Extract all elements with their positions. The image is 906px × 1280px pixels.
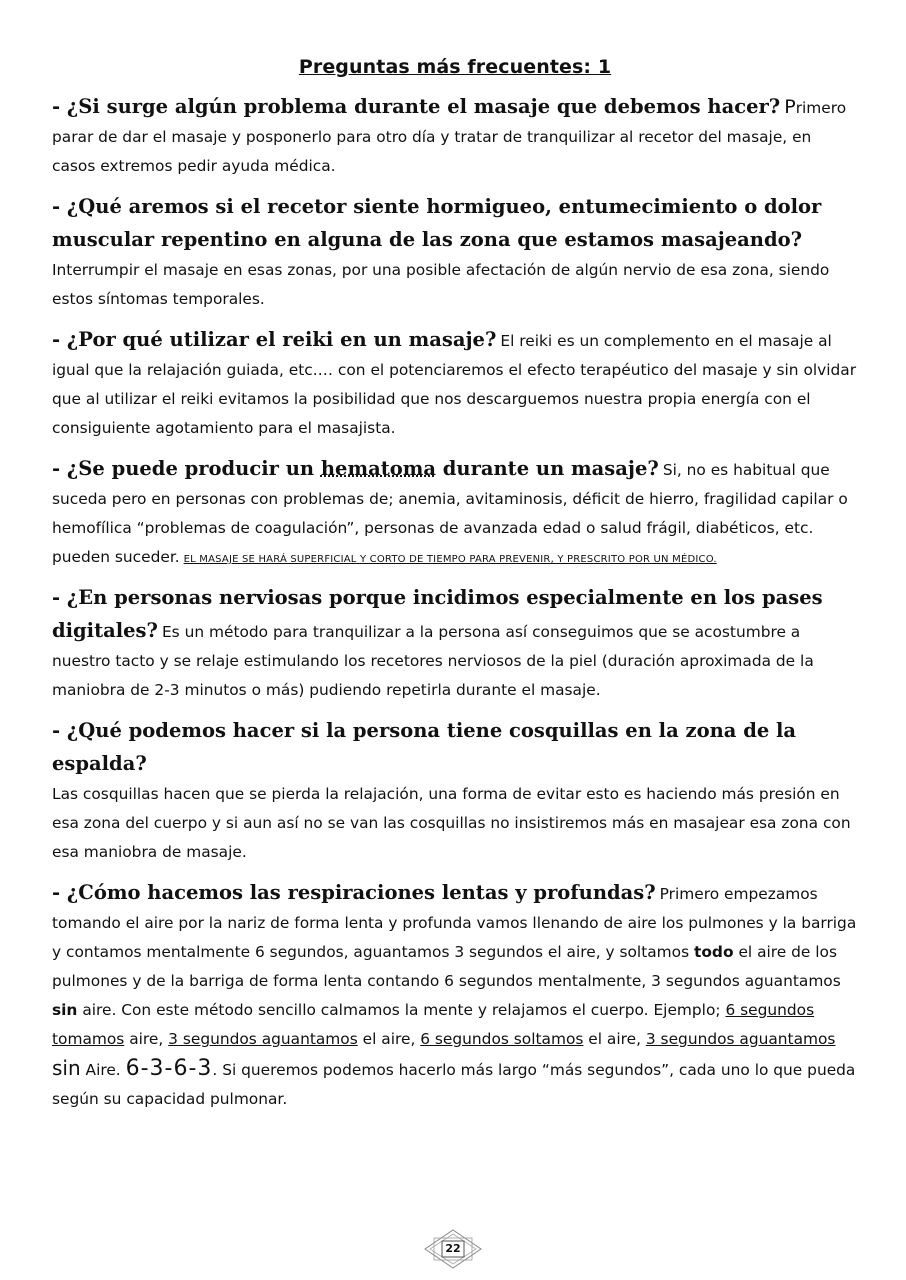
answer-3: El reiki es un complemento en el masaje al igual que la relajación guiada, etc.… con el potenciaremos el efecto terapéutico del masaje y sin olvidar que al utilizar el reiki evitamos la posibilidad que nos descarguemos nuestra propia energía con el consiguiente agotamiento para el masajista. [52, 332, 857, 437]
faq-item-5 [52, 581, 858, 705]
answer-7-sin: sin [52, 1001, 78, 1019]
question-4-keyword: hematoma [320, 457, 436, 480]
example-sin: sin [52, 1056, 81, 1080]
faq-item-1 [52, 90, 858, 181]
example-step-3-post: el aire, [583, 1030, 646, 1048]
answer-2: Interrumpir el masaje en esas zonas, por una posible afectación de algún nervio de esa zona, siendo estos síntomas temporales. [52, 261, 830, 308]
example-step-1-post: aire, [124, 1030, 169, 1048]
answer-1: rimero parar de dar el masaje y posponerlo para otro día y tratar de tranquilizar al recetor del masaje, en casos extremos pedir ayuda médica. [52, 99, 847, 175]
question-7: - ¿Cómo hacemos las respiraciones lentas y profundas? [52, 881, 656, 904]
question-3: - ¿Por qué utilizar el reiki en un masaje? [52, 328, 497, 351]
breathing-pattern: 6-3-6-3 [125, 1056, 213, 1081]
question-4-post: durante un masaje? [436, 457, 659, 480]
example-step-4: 3 segundos aguantamos [645, 1030, 836, 1048]
question-4 [52, 457, 659, 480]
example-step-1: 6 segundos tomamos [52, 1001, 815, 1048]
page-number: 22 [445, 1242, 461, 1255]
faq-item-7 [52, 876, 858, 1114]
example-step-3: 6 segundos soltamos [420, 1030, 584, 1048]
page-title: Preguntas más frecuentes: 1 [298, 56, 612, 78]
answer-4: Si, no es habitual que suceda pero en personas con problemas de; anemia, avitaminosis, déficit de hierro, fragilidad capilar o hemofílica “problemas de coagulación”, personas de avanzada edad o salud frágil, diabéticos, etc. pueden suceder. [52, 461, 848, 566]
example-step-2: 3 segundos aguantamos [168, 1030, 358, 1048]
answer-7-part-2: el aire de los pulmones y de la barriga de forma lenta contando 6 segundos mentalmente, 3 segundos aguantamos [52, 943, 841, 990]
faq-item-2 [52, 190, 858, 314]
question-2: - ¿Qué aremos si el recetor siente hormigueo, entumecimiento o dolor muscular repentino en alguna de las zona que estamos masajeando? [52, 195, 822, 251]
question-4-pre: - ¿Se puede producir un [52, 457, 321, 480]
answer-7-part-1: Primero empezamos tomando el aire por la nariz de forma lenta y profunda vamos llenando de aire los pulmones y la barriga y contamos mentalmente 6 segundos, aguantamos 3 segundos el aire, y soltamos [52, 885, 857, 961]
answer-7-part-3: aire. Con este método sencillo calmamos la mente y relajamos el cuerpo. Ejemplo; [82, 1001, 726, 1019]
faq-item-3 [52, 323, 858, 443]
answer-4-note: EL MASAJE SE HARÁ SUPERFICIAL Y CORTO DE TIEMPO PARA PREVENIR, Y PRESCRITO POR UN MÉDICO. [183, 554, 717, 565]
answer-1-initial: P [784, 96, 796, 118]
faq-item-4 [52, 452, 858, 572]
example-step-2-post: el aire, [357, 1030, 421, 1048]
question-5: - ¿En personas nerviosas porque incidimos especialmente en los pases digitales? [52, 586, 823, 642]
question-1: - ¿Si surge algún problema durante el masaje que debemos hacer? [52, 95, 781, 118]
answer-6: Las cosquillas hacen que se pierda la relajación, una forma de evitar esto es haciendo más presión en esa zona del cuerpo y si aun así no se van las cosquillas no insistiremos más en masajear esa zona con esa maniobra de masaje. [52, 785, 851, 861]
question-6: - ¿Qué podemos hacer si la persona tiene cosquillas en la zona de la espalda? [52, 719, 797, 775]
answer-7-todo: todo [694, 943, 734, 961]
answer-5: Es un método para tranquilizar a la persona así conseguimos que se acostumbre a nuestro tacto y se relaje estimulando los recetores nerviosos de la piel (duración aproximada de la maniobra de 2-3 minutos o más) pudiendo repetirla durante el masaje. [52, 623, 814, 699]
page-number-badge [424, 1229, 482, 1269]
faq-item-6 [52, 714, 858, 867]
page-content [52, 56, 858, 1123]
answer-7 [52, 885, 856, 1108]
answer-7-part-4: . Si queremos podemos hacerlo más largo “más segundos”, cada uno lo que pueda según su capacidad pulmonar. [52, 1061, 856, 1108]
example-aire: Aire. [80, 1061, 126, 1079]
